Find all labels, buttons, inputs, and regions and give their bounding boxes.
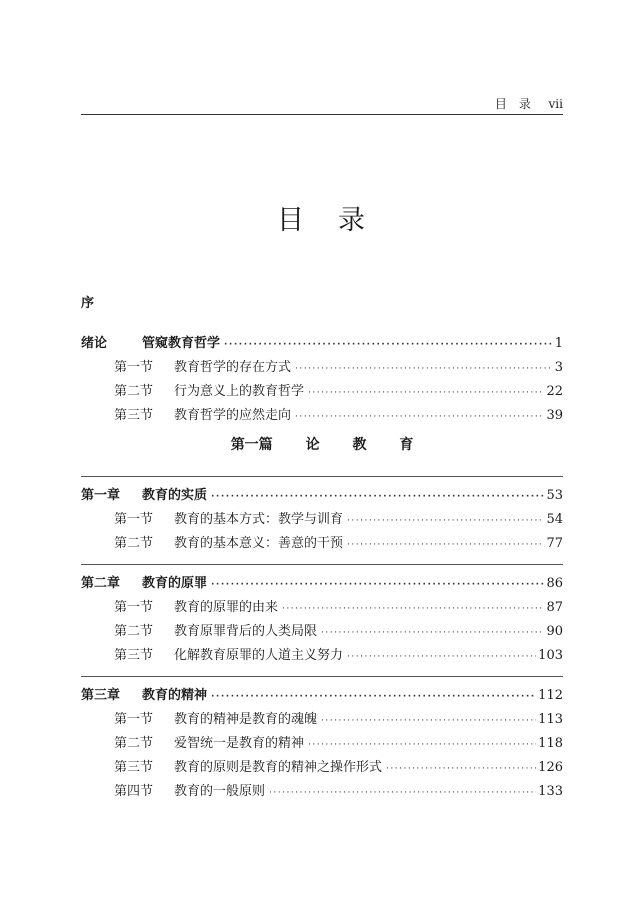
table-of-contents bbox=[81, 292, 563, 804]
section-title: 教育的原罪的由来 bbox=[174, 600, 279, 615]
section-title: 教育的一般原则 bbox=[174, 784, 266, 799]
chapter-num: 第三章 bbox=[81, 688, 121, 703]
chapter-page: 53 bbox=[546, 488, 563, 503]
section-num: 第三节 bbox=[114, 408, 154, 423]
section-page: 90 bbox=[546, 624, 563, 639]
leader-dots bbox=[347, 516, 544, 526]
leader-dots bbox=[282, 604, 544, 614]
section-title: 教育的原则是教育的精神之操作形式 bbox=[174, 760, 383, 775]
toc-intro[interactable] bbox=[81, 332, 563, 356]
section-page: 39 bbox=[546, 408, 563, 423]
section-page: 126 bbox=[538, 760, 563, 775]
leader-dots bbox=[308, 388, 544, 398]
leader-dots bbox=[347, 652, 536, 662]
section-title: 行为意义上的教育哲学 bbox=[174, 384, 305, 399]
leader-dots bbox=[211, 492, 544, 502]
section-title: 教育的基本方式：教学与训育 bbox=[174, 512, 344, 527]
section-page: 113 bbox=[538, 712, 563, 727]
chapter-page: 86 bbox=[546, 576, 563, 591]
section-title: 教育的基本意义：善意的干预 bbox=[174, 536, 344, 551]
section-title: 教育哲学的应然走向 bbox=[174, 408, 292, 423]
header-page-number: vii bbox=[548, 97, 563, 111]
section-title: 教育的精神是教育的魂魄 bbox=[174, 712, 318, 727]
toc-section[interactable] bbox=[81, 380, 563, 404]
chapter-title: 教育的原罪 bbox=[142, 576, 208, 591]
part-heading[interactable] bbox=[81, 428, 563, 476]
toc-section[interactable] bbox=[81, 620, 563, 644]
section-num: 第一节 bbox=[114, 600, 154, 615]
intro-page: 1 bbox=[554, 336, 563, 351]
leader-dots bbox=[347, 540, 544, 550]
section-page: 87 bbox=[546, 600, 563, 615]
running-header bbox=[81, 94, 563, 114]
part-title-char: 育 bbox=[399, 437, 414, 453]
toc-section[interactable] bbox=[81, 356, 563, 380]
part-title-char: 论 bbox=[305, 437, 320, 453]
leader-dots bbox=[224, 340, 553, 350]
section-num: 第四节 bbox=[114, 784, 154, 799]
toc-section[interactable] bbox=[81, 596, 563, 620]
toc-chapter[interactable] bbox=[81, 484, 563, 508]
chapter-title: 教育的精神 bbox=[142, 688, 208, 703]
toc-section[interactable] bbox=[81, 508, 563, 532]
chapter-divider bbox=[81, 676, 563, 677]
intro-num: 绪论 bbox=[81, 336, 108, 351]
section-title: 爱智统一是教育的精神 bbox=[174, 736, 305, 751]
leader-dots bbox=[386, 764, 536, 774]
section-num: 第一节 bbox=[114, 360, 154, 375]
section-num: 第二节 bbox=[114, 736, 154, 751]
page-title: 目录 bbox=[277, 205, 399, 236]
section-title: 教育原罪背后的人类局限 bbox=[174, 624, 318, 639]
section-page: 118 bbox=[538, 736, 563, 751]
toc-section[interactable] bbox=[81, 780, 563, 804]
section-title: 化解教育原罪的人道主义努力 bbox=[174, 648, 344, 663]
section-num: 第二节 bbox=[114, 536, 154, 551]
section-num: 第一节 bbox=[114, 512, 154, 527]
toc-section[interactable] bbox=[81, 756, 563, 780]
chapter-num: 第二章 bbox=[81, 576, 121, 591]
toc-chapter[interactable] bbox=[81, 572, 563, 596]
leader-dots bbox=[295, 364, 553, 374]
leader-dots bbox=[295, 412, 544, 422]
section-page: 77 bbox=[546, 536, 563, 551]
section-page: 54 bbox=[546, 512, 563, 527]
chapter-title: 教育的实质 bbox=[142, 488, 208, 503]
section-page: 3 bbox=[554, 360, 563, 375]
leader-dots bbox=[211, 692, 536, 702]
toc-section[interactable] bbox=[81, 532, 563, 556]
part-num: 第一篇 bbox=[230, 437, 273, 453]
section-page: 133 bbox=[538, 784, 563, 799]
section-num: 第二节 bbox=[114, 384, 154, 399]
toc-chapter[interactable] bbox=[81, 684, 563, 708]
section-page: 22 bbox=[546, 384, 563, 399]
section-num: 第三节 bbox=[114, 760, 154, 775]
section-num: 第二节 bbox=[114, 624, 154, 639]
section-num: 第一节 bbox=[114, 712, 154, 727]
leader-dots bbox=[211, 580, 544, 590]
leader-dots bbox=[321, 716, 536, 726]
header-text: 目 录 bbox=[494, 97, 531, 111]
toc-section[interactable] bbox=[81, 644, 563, 668]
intro-title: 管窥教育哲学 bbox=[142, 336, 221, 351]
leader-dots bbox=[269, 788, 536, 798]
toc-section[interactable] bbox=[81, 732, 563, 756]
leader-dots bbox=[321, 628, 544, 638]
section-page: 103 bbox=[538, 648, 563, 663]
chapter-num: 第一章 bbox=[81, 488, 121, 503]
section-num: 第三节 bbox=[114, 648, 154, 663]
toc-section[interactable] bbox=[81, 404, 563, 428]
part-title-char: 教 bbox=[352, 437, 367, 453]
leader-dots bbox=[308, 740, 536, 750]
toc-section[interactable] bbox=[81, 708, 563, 732]
chapter-divider bbox=[81, 564, 563, 565]
chapter-page: 112 bbox=[538, 688, 563, 703]
chapter-divider bbox=[81, 476, 563, 477]
section-title: 教育哲学的存在方式 bbox=[174, 360, 292, 375]
header-rule bbox=[81, 114, 563, 115]
toc-preface[interactable]: 序 bbox=[81, 296, 95, 311]
